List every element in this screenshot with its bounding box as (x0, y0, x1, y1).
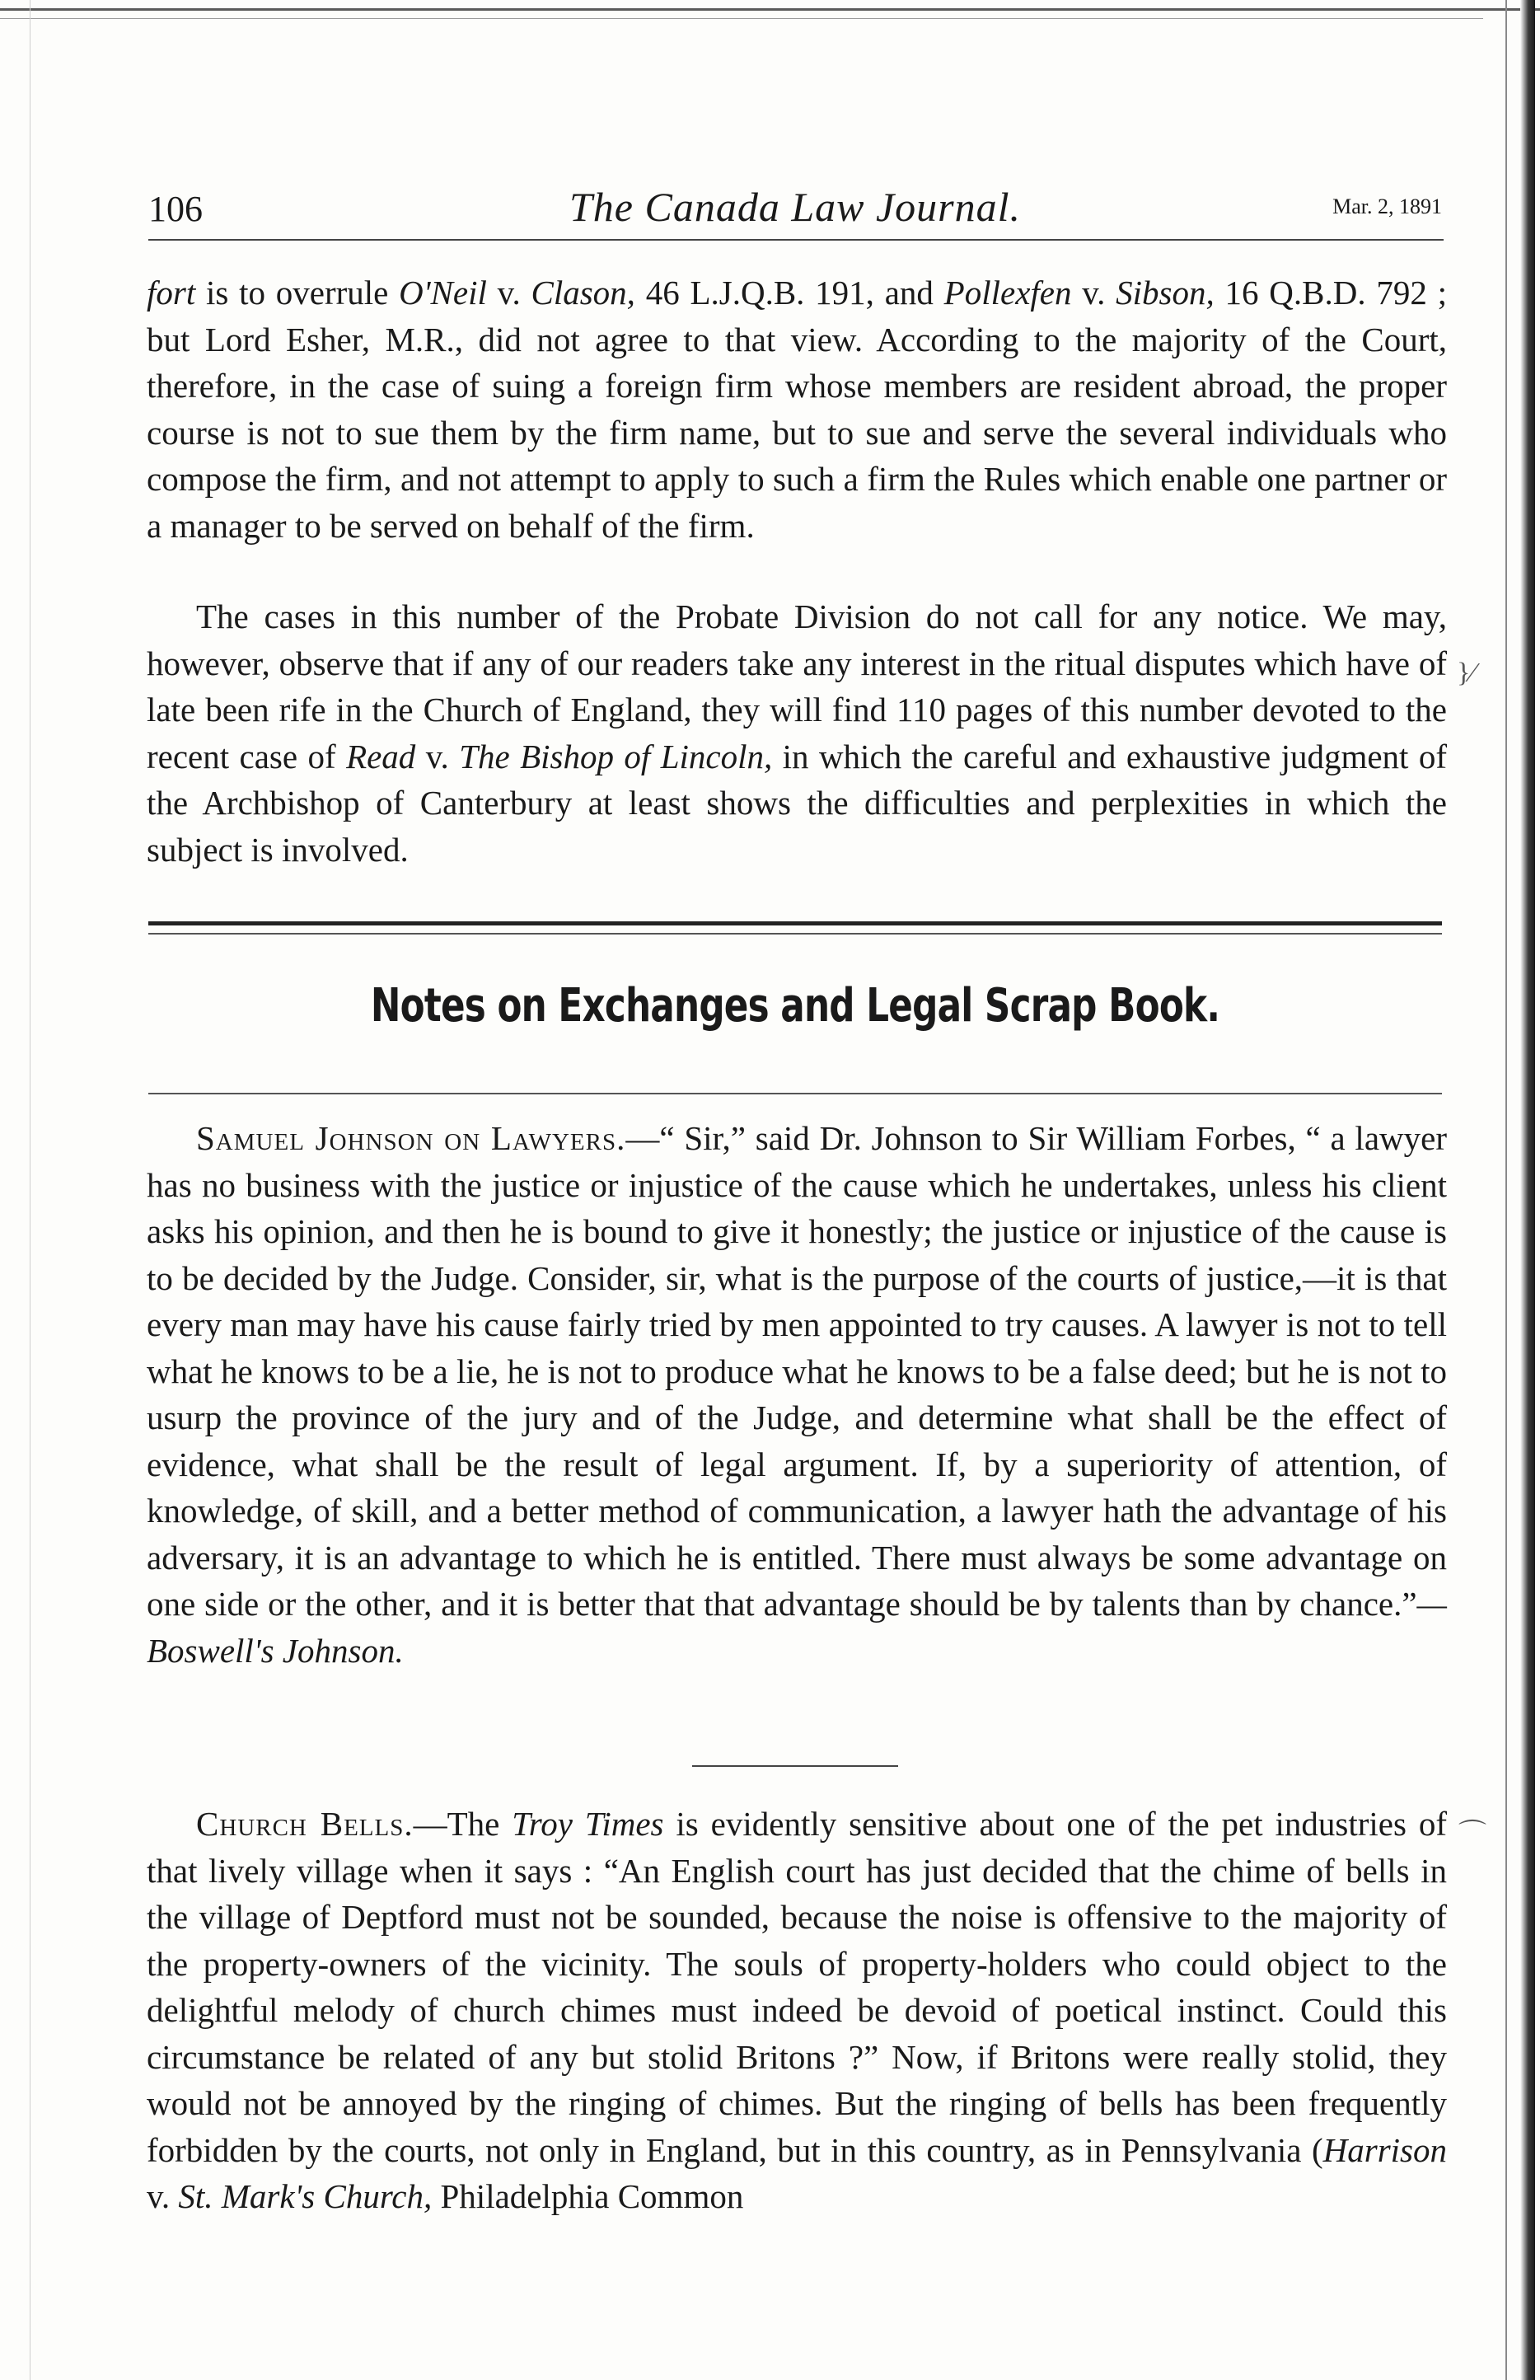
paragraph-johnson-on-lawyers (147, 1115, 1447, 1674)
case-name-italic: Pollexfen (943, 274, 1072, 312)
text-run: v. (147, 2177, 179, 2215)
running-head (148, 183, 1442, 232)
text-run: Philadelphia Common (432, 2177, 744, 2215)
text-run: The cases in this number of the Probate Division do not call for any notice. We may, however, observe that if any of our readers take any interest in the ritual disputes which have of late been rife in the Church of England, they will find 110 pages of this number devoted to the recent case of (147, 597, 1447, 775)
text-run: 46 L.J.Q.B. 191, and (634, 274, 944, 312)
scan-top-edge (0, 8, 1540, 11)
issue-date: Mar. 2, 1891 (1332, 194, 1442, 218)
scan-top-edge-line (0, 18, 1483, 19)
paragraph-probate-division (147, 593, 1447, 873)
header-rule (148, 239, 1444, 241)
paragraph-caption: Church Bells. (196, 1805, 414, 1843)
newspaper-name-italic: Troy Times (512, 1805, 664, 1843)
text-run: is evidently sensitive about one of the pet industries of that lively village when it says : “An English court has just decided that the chime of bells in the village of Deptford must not be sounded, because the noise is offensive to the majority of the property-owners of the vicinity. The souls of property-holders who could object to the delightful melody of church chimes must indeed be devoid of poetical instinct. Could this circumstance be related of any but stolid Britons ?” Now, if Britons were really stolid, they would not be annoyed by the ringing of chimes. But the ringing of bells has been frequently forbidden by the courts, not only in England, but in this country, as in Pennsylvania ( (147, 1805, 1448, 2169)
margin-mark-glyph: ⌒ (1458, 1820, 1486, 1850)
text-run: v. (486, 274, 531, 312)
text-run: v. (415, 737, 460, 775)
case-name-italic: O'Neil (399, 274, 487, 312)
source-citation-italic: —Boswell's Johnson. (147, 1585, 1447, 1670)
text-run: —The (413, 1805, 513, 1843)
text-run: v. (1071, 274, 1116, 312)
text-run: is to overrule (195, 274, 400, 312)
heading-underline (148, 1093, 1442, 1094)
margin-mark-glyph: }⁄ (1457, 658, 1475, 688)
section-heading: Notes on Exchanges and Legal Scrap Book. (370, 979, 1220, 1033)
case-name-italic: Read (346, 737, 416, 775)
paragraph-church-bells (147, 1801, 1447, 2220)
case-name-italic: Harrison (1322, 2130, 1447, 2169)
case-name-italic: St. Mark's Church, (178, 2177, 433, 2215)
text-run: in which the careful and exhaustive judgment of the Archbishop of Canterbury at least shows the difficulties and perplexities in which the subject is involved. (147, 737, 1447, 869)
case-name-italic: The Bishop of Lincoln, (459, 737, 773, 775)
text-run: 16 Q.B.D. 792 ; but Lord Esher, M.R., did not agree to that view. According to the majority of the Court, therefore, in the case of suing a foreign firm whose members are resident abroad, the proper course is not to sue them by the firm name, but to sue and serve the several individuals who compose the firm, and not attempt to apply to such a firm the Rules which enable one partner or a manager to be served on behalf of the firm. (147, 274, 1447, 545)
text-run: —“ Sir,” said Dr. Johnson to Sir William Forbes, “ a lawyer has no business with the justice or injustice of the cause which he undertakes, unless his client asks his opinion, and then he is bound to give it honestly; the justice or injustice of the cause is to be decided by the Judge. Consider, sir, what is the purpose of the courts of justice,—it is that every man may have his cause fairly tried by men appointed to try causes. A lawyer is not to tell what he knows to be a lie, he is not to produce what he knows to be a false deed; but he is not to usurp the province of the jury and of the Judge, and determine what shall be the effect of evidence, what shall be the result of legal argument. If, by a superiority of attention, of knowledge, of skill, and a better method of communication, a lawyer hath the advantage of his adversary, it is an advantage to which he is entitled. There must always be some advantage on one side or the other, and it is better that that advantage should be by talents than by chance.” (147, 1119, 1447, 1623)
article-separator (692, 1765, 898, 1767)
scan-right-edge-line (1505, 0, 1507, 2380)
text-italic: fort (147, 274, 196, 312)
paragraph-caption: Samuel Johnson on Lawyers. (196, 1119, 626, 1157)
journal-title: The Canada Law Journal. (569, 184, 1022, 230)
case-name-italic: Sibson, (1116, 274, 1215, 312)
case-name-italic: Clason, (531, 274, 635, 312)
page-number: 106 (148, 189, 203, 229)
section-divider-thick (148, 921, 1442, 925)
section-divider-thin (148, 933, 1442, 935)
paragraph-firm-service (147, 269, 1447, 549)
scan-right-edge (1520, 0, 1535, 2380)
